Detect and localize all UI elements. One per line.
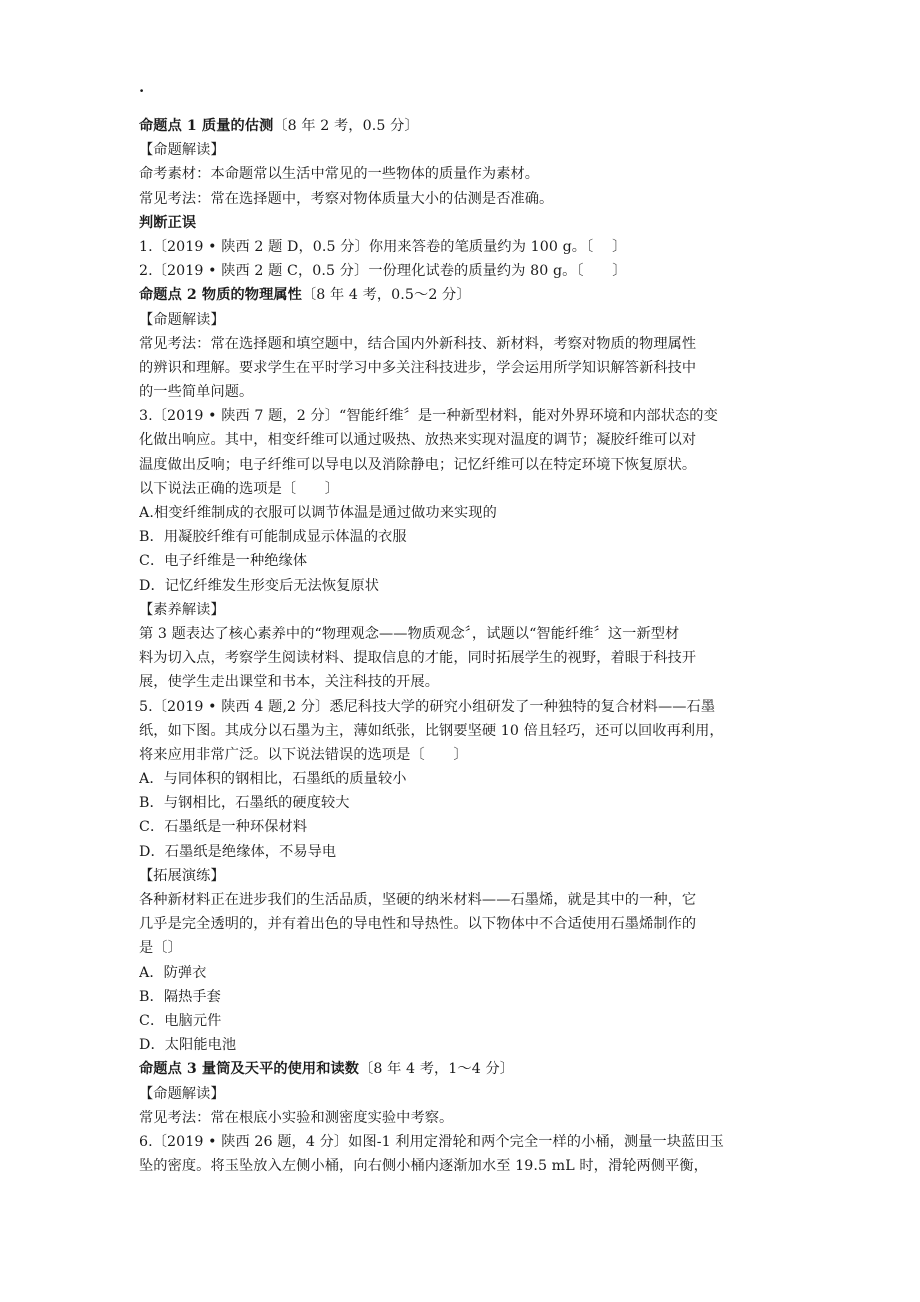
text-line	[139, 404, 799, 428]
line-text: A．与同体积的钢相比，石墨纸的质量较小	[139, 771, 407, 788]
text-line	[139, 453, 799, 477]
line-text: 【拓展演练】	[139, 867, 225, 884]
text-line	[139, 283, 799, 307]
heading-text: 判断正误	[139, 214, 197, 231]
text-line	[139, 743, 799, 767]
text-line	[139, 259, 799, 283]
line-text: C．石墨纸是一种环保材料	[139, 819, 308, 836]
text-line	[139, 791, 799, 815]
text-line	[139, 356, 799, 380]
line-text: B．与钢相比，石墨纸的硬度较大	[139, 795, 350, 812]
line-text: A．防弹衣	[139, 964, 207, 981]
text-line	[139, 501, 799, 525]
text-line	[139, 1057, 799, 1081]
text-line	[139, 138, 799, 162]
text-line	[139, 477, 799, 501]
text-line	[139, 888, 799, 912]
text-line	[139, 1033, 799, 1057]
text-line	[139, 525, 799, 549]
text-line	[139, 840, 799, 864]
text-line	[139, 1009, 799, 1033]
text-line	[139, 670, 799, 694]
text-line	[139, 646, 799, 670]
text-line	[139, 211, 799, 235]
text-line	[139, 187, 799, 211]
line-text: 2.〔2019 • 陕西 2 题 C，0.5 分〕一份理化试卷的质量约为 80 g。〔 〕	[139, 263, 627, 280]
line-text: B．用凝胶纤维有可能制成显示体温的衣服	[139, 529, 407, 546]
text-line	[139, 936, 799, 960]
text-line	[139, 428, 799, 452]
line-text: 展，使学生走出课堂和书本，关注科技的开展。	[139, 674, 440, 691]
text-line	[139, 114, 799, 138]
line-text: 1.〔2019 • 陕西 2 题 D，0.5 分〕你用来答卷的笔质量约为 100 g。〔 〕	[139, 238, 627, 255]
text-line	[139, 985, 799, 1009]
line-text: C．电子纤维是一种绝缘体	[139, 553, 308, 570]
line-text: 6.〔2019 • 陕西 26 题，4 分〕如图-1 利用定滑轮和两个完全一样的小桶，测量一块蓝田玉	[139, 1133, 724, 1150]
text-line	[139, 1082, 799, 1106]
line-text: 的一些简单问题。	[139, 384, 254, 401]
line-text: A.相变纤维制成的衣服可以调节体温是通过做功来实现的	[139, 505, 497, 521]
text-line	[139, 1154, 799, 1178]
text-line	[139, 719, 799, 743]
line-text: 命考素材：本命题常以生活中常见的一些物体的质量作为素材。	[139, 166, 540, 183]
line-text: C．电脑元件	[139, 1012, 222, 1029]
line-text: 〔8 年 4 考，0.5～2 分〕	[301, 287, 471, 304]
line-text: 将来应用非常广泛。以下说法错误的选项是〔 〕	[139, 746, 468, 763]
text-line	[139, 235, 799, 259]
line-text: 常见考法：常在根底小实验和测密度实验中考察。	[139, 1109, 454, 1126]
line-text: 5.〔2019 • 陕西 4 题,2 分〕悉尼科技大学的研究小组研发了一种独特的复合材料——石墨	[139, 698, 716, 715]
line-text: 坠的密度。将玉坠放入左侧小桶，向右侧小桶内逐渐加水至 19.5 mL 时，滑轮两侧平衡，	[139, 1158, 708, 1175]
line-text: 各种新材料正在进步我们的生活品质，坚硬的纳米材料——石墨烯，就是其中的一种，它	[139, 892, 697, 908]
text-line	[139, 549, 799, 573]
heading-text: 命题点 3 量筒及天平的使用和读数	[139, 1061, 360, 1078]
text-line	[139, 574, 799, 598]
line-text: 以下说法正确的选项是〔 〕	[139, 480, 340, 497]
line-text: 【素养解读】	[139, 601, 225, 618]
text-line	[139, 767, 799, 791]
heading-text: 命题点 1 质量的估测	[139, 118, 274, 134]
text-line	[139, 912, 799, 936]
line-text: 温度做出反响；电子纤维可以导电以及消除静电；记忆纤维可以在特定环境下恢复原状。	[139, 456, 697, 473]
text-line	[139, 1106, 799, 1130]
line-text: D．石墨纸是绝缘体，不易导电	[139, 843, 337, 860]
line-text: 化做出响应。其中，相变纤维可以通过吸热、放热来实现对温度的调节；凝胶纤维可以对	[139, 432, 697, 449]
text-line	[139, 598, 799, 622]
line-text: 常见考法：常在选择题中，考察对物体质量大小的估测是否准确。	[139, 190, 554, 207]
text-line	[139, 815, 799, 839]
text-line	[139, 1130, 799, 1154]
line-text: 〔8 年 4 考，1～4 分〕	[359, 1061, 515, 1078]
heading-text: 命题点 2 物质的物理属性	[139, 287, 302, 304]
line-text: 料为切入点，考察学生阅读材料、提取信息的才能，同时拓展学生的视野，着眼于科技开	[139, 650, 697, 667]
text-line	[139, 622, 799, 646]
line-text: 【命题解读】	[139, 311, 225, 328]
line-text: 的辨识和理解。要求学生在平时学习中多关注科技进步，学会运用所学知识解答新科技中	[139, 359, 697, 376]
document-body	[139, 78, 799, 1178]
line-text: D．记忆纤维发生形变后无法恢复原状	[139, 577, 380, 594]
line-text: 【命题解读】	[139, 1085, 225, 1102]
text-line	[139, 162, 799, 186]
line-text: 【命题解读】	[139, 142, 225, 159]
text-lines	[139, 114, 799, 1178]
line-text: B．隔热手套	[139, 988, 221, 1005]
line-text: 3.〔2019 • 陕西 7 题，2 分〕“智能纤维〞是一种新型材料，能对外界环境和内部状态的变	[139, 408, 718, 425]
line-text: 几乎是完全透明的，并有着出色的导电性和导热性。以下物体中不合适使用石墨烯制作的	[139, 916, 697, 933]
text-line	[139, 308, 799, 332]
line-text: 第 3 题表达了核心素养中的“物理观念——物质观念〞，试题以“智能纤维〞这一新型材	[139, 625, 680, 642]
line-text: 常见考法：常在选择题和填空题中，结合国内外新科技、新材料，考察对物质的物理属性	[139, 335, 697, 352]
text-line	[139, 380, 799, 404]
line-text: 〔8 年 2 考，0.5 分〕	[273, 118, 419, 134]
text-line	[139, 961, 799, 985]
text-line	[139, 695, 799, 719]
page-marker: .	[139, 78, 145, 96]
line-text: 是〔〕	[139, 940, 182, 957]
line-text: D．太阳能电池	[139, 1037, 237, 1054]
text-line	[139, 864, 799, 888]
line-text: 纸，如下图。其成分以石墨为主，薄如纸张，比钢要坚硬 10 倍且轻巧，还可以回收再利用，	[139, 722, 724, 739]
text-line	[139, 332, 799, 356]
